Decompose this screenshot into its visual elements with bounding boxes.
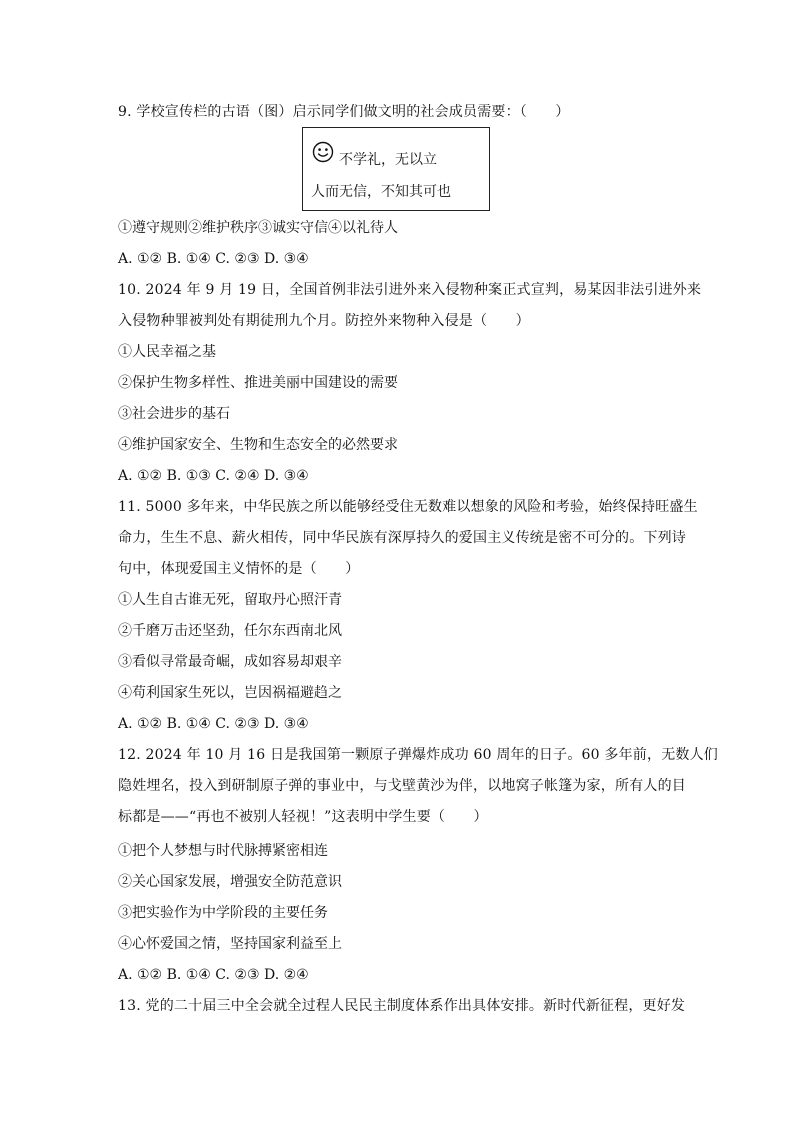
q11-stem-line-1: 11. 5000 多年来，中华民族之所以能够经受住无数难以想象的风险和考验，始终保持旺盛生 [118, 499, 698, 515]
q12-item-1: ①把个人梦想与时代脉搏紧密相连 [118, 843, 328, 859]
q11-item-2: ②千磨万击还坚劲，任尔东西南北风 [118, 623, 342, 639]
q11-item-4: ④苟利国家生死以，岂因祸福避趋之 [118, 685, 342, 701]
q12-item-3: ③把实验作为中学阶段的主要任务 [118, 905, 328, 921]
q12-item-4: ④心怀爱国之情，坚持国家利益至上 [118, 936, 342, 952]
q12-stem-line-1: 12. 2024 年 10 月 16 日是我国第一颗原子弹爆炸成功 60 周年的日子。60 多年前，无数人们 [118, 747, 719, 763]
q10-item-4: ④维护国家安全、生物和生态安全的必然要求 [118, 437, 398, 453]
quote-box [302, 127, 490, 211]
q11-item-1: ①人生自古谁无死，留取丹心照汗青 [118, 592, 342, 608]
quote-line-1: 不学礼，无以立 [339, 152, 437, 168]
q11-item-3: ③看似寻常最奇崛，成如容易却艰辛 [118, 654, 342, 670]
q10-item-2: ②保护生物多样性、推进美丽中国建设的需要 [118, 375, 398, 391]
q13-stem-line-1: 13. 党的二十届三中全会就全过程人民民主制度体系作出具体安排。新时代新征程，更好发 [118, 998, 686, 1014]
quote-line-2: 人而无信，不知其可也 [311, 184, 451, 200]
q9-options: A. ①② B. ①④ C. ②③ D. ③④ [118, 251, 309, 267]
q12-stem-line-2: 隐姓埋名，投入到研制原子弹的事业中，与戈壁黄沙为伴，以地窝子帐篷为家，所有人的目 [118, 778, 686, 794]
q10-stem-line-1: 10. 2024 年 9 月 19 日，全国首例非法引进外来入侵物种案正式宣判，易某因非法引进外来 [118, 282, 702, 298]
q12-stem-line-3: 标都是——“再也不被别人轻视！”这表明中学生要（ ） [118, 809, 488, 825]
q10-item-1: ①人民幸福之基 [118, 344, 216, 360]
q9-stem: 9. 学校宣传栏的古语（图）启示同学们做文明的社会成员需要：（ ） [118, 104, 570, 120]
q10-stem-line-2: 入侵物种罪被判处有期徒刑九个月。防控外来物种入侵是（ ） [118, 313, 530, 329]
q10-options: A. ①② B. ①③ C. ②④ D. ③④ [118, 468, 309, 484]
smiley-icon [312, 141, 334, 163]
q11-stem-line-2: 命力，生生不息、薪火相传，同中华民族有深厚持久的爱国主义传统是密不可分的。下列诗 [118, 530, 686, 546]
q11-options: A. ①② B. ①④ C. ②③ D. ③④ [118, 716, 309, 732]
q12-options: A. ①② B. ①④ C. ②③ D. ②④ [118, 967, 309, 983]
q10-item-3: ③社会进步的基石 [118, 406, 230, 422]
q11-stem-line-3: 句中，体现爱国主义情怀的是（ ） [118, 561, 360, 577]
q9-items: ①遵守规则②维护秩序③诚实守信④以礼待人 [118, 220, 398, 236]
q12-item-2: ②关心国家发展，增强安全防范意识 [118, 874, 342, 890]
